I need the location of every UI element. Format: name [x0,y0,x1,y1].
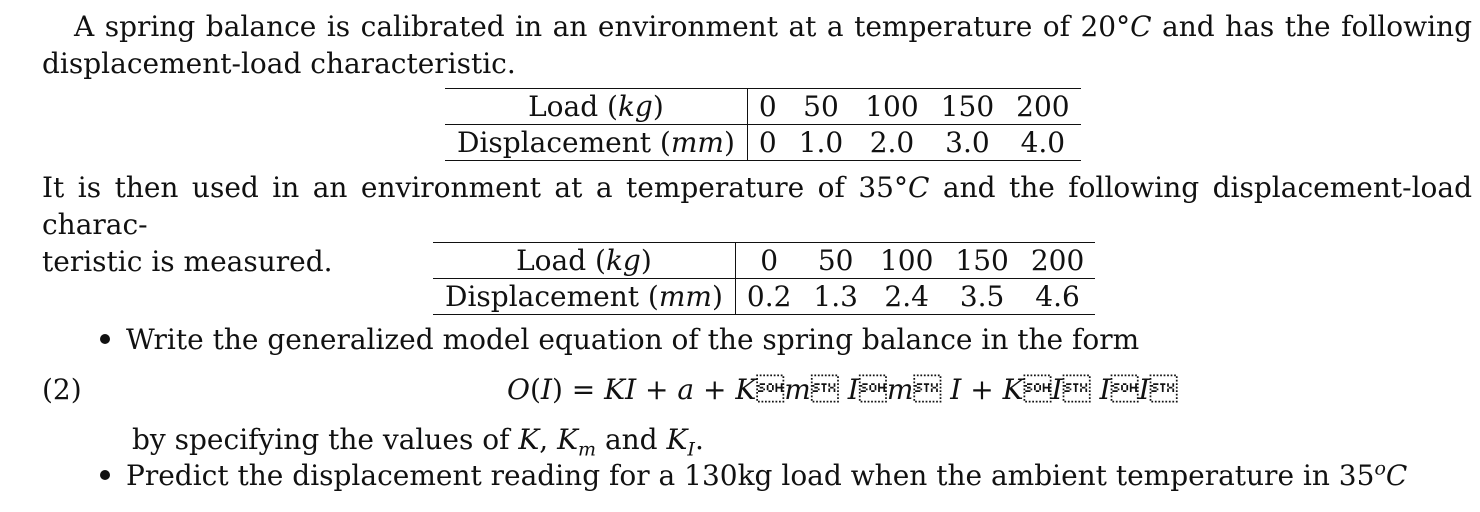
table-cell: 50 [802,243,869,279]
table-cell: 150 [930,89,1005,125]
table-row-displacement [445,125,1081,161]
bullet-continuation: by specifying the values of K, $K_m$ and $K_I$. [132,423,704,461]
table-cell: 100 [869,243,944,279]
bullet-item-model-equation [100,323,1139,356]
table-cell: 4.6 [1020,279,1095,315]
table-cell: 0.2 [735,279,802,315]
intro-line-2: displacement-load characteristic. [42,47,516,80]
second-line-1: It is then used in an environment at a temperature of 35°C and the following displacement-load charac- [42,171,1472,241]
table-cell: 0 [735,243,802,279]
table-cell: 2.4 [869,279,944,315]
table-cell: 2.0 [854,125,929,161]
table-row-displacement [433,279,1095,315]
table-cell: 200 [1020,243,1095,279]
measurement-table-35c [433,242,1095,315]
table-cell: 0 [747,125,787,161]
bullet-text: Write the generalized model equation of the spring balance in the form [126,323,1140,356]
table-cell: 50 [788,89,855,125]
table-cell: 3.0 [930,125,1005,161]
table-row-load [445,89,1081,125]
second-line-2: teristic is measured. [42,245,333,278]
table-cell: 1.3 [802,279,869,315]
row-label-load: Load (kg) [445,89,747,125]
table-cell: 3.5 [944,279,1019,315]
table-cell: 100 [854,89,929,125]
model-equation: O(I) = KI + a + Km Im I + KI II [507,373,1178,406]
bullet-icon [100,334,110,344]
row-label-load: Load (kg) [433,243,735,279]
row-label-displacement: Displacement (mm) [445,125,747,161]
table-cell: 4.0 [1005,125,1080,161]
table-row-load [433,243,1095,279]
table-cell: 150 [944,243,1019,279]
bullet-item-predict [100,458,1407,492]
intro-line-1: A spring balance is calibrated in an environment at a temperature of 20°C and has the following [74,10,1472,43]
bullet-text: Predict the displacement reading for a 130kg load when the ambient temperature in 35$^o$C [126,458,1408,493]
table-cell: 1.0 [788,125,855,161]
equation-number: (2) [42,373,82,406]
intro-paragraph [42,8,1472,82]
calibration-table-20c [445,88,1081,161]
table-cell: 0 [747,89,787,125]
table-cell: 200 [1005,89,1080,125]
bullet-icon [100,470,110,480]
row-label-displacement: Displacement (mm) [433,279,735,315]
